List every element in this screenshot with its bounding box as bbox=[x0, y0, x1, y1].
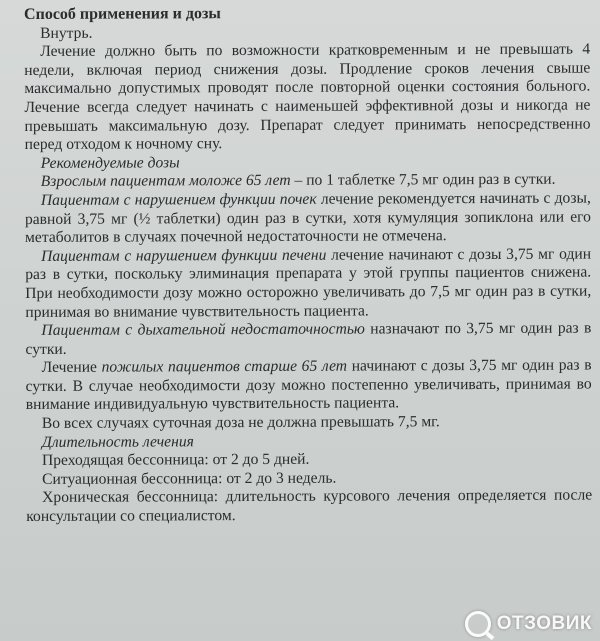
kidney-label: Пациентам с нарушением функции почек bbox=[40, 190, 317, 209]
respiratory-paragraph bbox=[25, 320, 591, 360]
magnifier-logo-icon bbox=[465, 611, 491, 637]
respiratory-label: Пациентам с дыхательной недостаточностью bbox=[41, 320, 365, 340]
respiratory-text: назначают по 3,75 мг один раз в сутки. bbox=[25, 319, 592, 358]
transient-insomnia: Преходящая бессонница: от 2 до 5 дней. bbox=[41, 451, 310, 470]
elderly-paragraph bbox=[26, 357, 592, 415]
adults-paragraph bbox=[25, 171, 591, 192]
watermark bbox=[465, 611, 592, 637]
kidney-text: лечение рекомендуется начинать с дозы, равной 3,75 мг (½ таблетки) один раз в сутки, хотя кумуляция зопиклона или его метаболитов в случаях почечной недостаточности не отмечена. bbox=[24, 189, 591, 247]
elderly-label: пожилых пациентов старше 65 лет bbox=[101, 357, 348, 376]
route-text: Внутрь. bbox=[40, 24, 93, 42]
section-heading: Способ применения и дозы bbox=[24, 5, 221, 23]
max-dose-text: Во всех случаях суточная доза не должна превышать 7,5 мг. bbox=[41, 413, 440, 432]
watermark-text: ОТЗОВИК bbox=[496, 613, 592, 634]
elderly-text: начинают с дозы 3,75 мг один раз в сутки. В случае необходимости дозу можно постепенно увеличивать, принимая во внимание индивидуальную чувствительность пациента. bbox=[25, 356, 592, 414]
elderly-prefix: Лечение bbox=[41, 358, 102, 377]
liver-paragraph bbox=[25, 245, 591, 322]
liver-text: лечение начинают с дозы 3,75 мг один раз в сутки, поскольку элиминация препарата у этой группы пациентов снижена. При необходимости дозу можно осторожно увеличивать до 7,5 мг один раз в сутки, принимая во внимание чувствительность пациента. bbox=[25, 245, 592, 321]
instruction-sheet bbox=[24, 4, 592, 527]
general-paragraph: Лечение должно быть по возможности кратковременным и не превышать 4 недели, включая период снижения дозы. Продление сроков лечения свыше максимально допустимых проводят после повторной оценки состояния больного. Лечение всегда следует начинать с наименьшей эффективной дозы и никогда не превышать максимальную дозу. Препарат следует принимать непосредственно перед отходом к ночному сну. bbox=[24, 40, 591, 154]
kidney-paragraph bbox=[25, 189, 591, 247]
liver-label: Пациентам с нарушением функции печени bbox=[41, 246, 327, 265]
recommended-doses-heading: Рекомендуемые дозы bbox=[40, 154, 180, 172]
adults-text: – по 1 таблетке 7,5 мг один раз в сутки. bbox=[290, 171, 556, 190]
chronic-insomnia: Хроническая бессонница: длительность курсового лечения определяется после консультации со специалистом. bbox=[26, 486, 593, 526]
situational-insomnia: Ситуационная бессонница: от 2 до 3 недель. bbox=[42, 469, 337, 488]
duration-heading: Длительность лечения bbox=[41, 432, 194, 451]
adults-label: Взрослым пациентам моложе 65 лет bbox=[40, 172, 291, 191]
